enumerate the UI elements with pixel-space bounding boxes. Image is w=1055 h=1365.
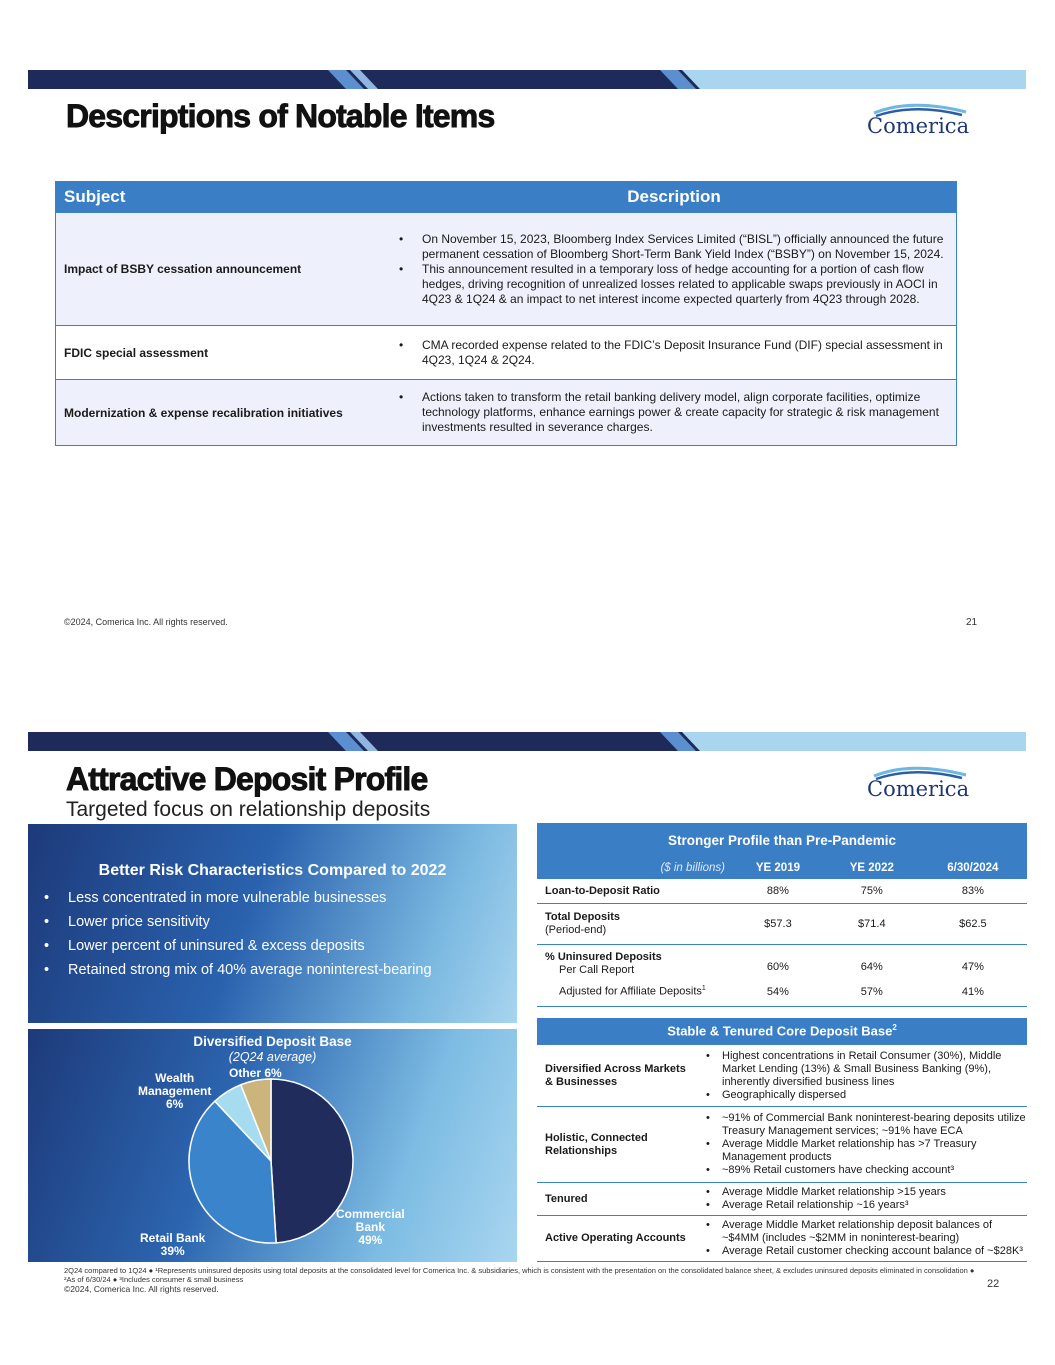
col-ye2019: YE 2019 [755,862,800,874]
units-label: ($ in billions) [660,862,725,874]
total-label: Total Deposits (Period-end) [545,910,620,936]
deposit-base-chart-panel [28,1029,517,1262]
core-bullet: • Average Middle Market relationship deposit balances of ~$4MM (includes ~$2MM in noninterest-bearing) [704,1219,1026,1245]
profile-table [537,823,1027,1007]
risk-characteristics-panel [28,824,517,1023]
value-cell: $71.4 [858,917,886,930]
table-row [537,1045,1027,1107]
header-band [28,732,1026,751]
affiliate-label: Adjusted for Affiliate Deposits$^1$ [559,985,706,999]
core-bullet: • ~91% of Commercial Bank noninterest-bearing deposits utilize Treasury Management services; ~91% have ECA [704,1112,1026,1138]
value-cell: $57.3 [764,917,792,930]
header-description: Description [392,182,957,213]
col-6-30-2024: 6/30/2024 [947,862,999,874]
row-subject: Impact of BSBY cessation announcement [56,213,393,326]
value-cell: 64% [860,960,883,973]
core-row-label: Tenured [537,1183,703,1216]
core-bullet: • Geographically dispersed [704,1089,1026,1102]
risk-item: • Lower price sensitivity [42,910,432,934]
page-subtitle: Targeted focus on relationship deposits [66,798,431,821]
row-subject: FDIC special assessment [56,326,393,380]
header-subject: Subject [56,182,393,213]
logo-wordmark: Comerica [867,777,970,801]
row-bullet: • CMA recorded expense related to the FDIC’s Deposit Insurance Fund (DIF) special assessment in 4Q23, 1Q24 & 2Q24. [392,338,948,368]
table-row [537,903,1027,944]
table-row [537,1216,1027,1262]
logo-wordmark: Comerica [867,114,970,138]
value-cell: 57% [860,985,883,998]
page-number: 22 [987,1278,1000,1290]
label-wealth: Wealth Management 6% [138,1071,212,1111]
core-bullet: • Average Middle Market relationship has >7 Treasury Management products [704,1138,1026,1164]
row-subject: Modernization & expense recalibration initiatives [56,380,393,446]
label-commercial: Commercial Bank 49% [336,1207,405,1247]
risk-item: • Lower percent of uninsured & excess deposits [42,934,432,958]
value-cell: 47% [961,960,984,973]
risk-heading: Better Risk Characteristics Compared to 2022 [98,862,447,879]
row-bullet: • On November 15, 2023, Bloomberg Index Services Limited (“BISL”) officially announced the future permanent cessation of Bloomberg Short-Term Bank Yield Index (“BSBY”) on November 15, 2024. [392,232,948,262]
label-retail: Retail Bank 39% [140,1231,206,1258]
uninsured-label: % Uninsured Deposits Per Call Report [545,950,662,976]
core-row-label: Holistic, Connected Relationships [537,1107,703,1183]
risk-item: • Retained strong mix of 40% average noninterest-bearing [42,958,432,982]
col-ye2022: YE 2022 [849,862,894,874]
core-heading: Stable & Tenured Core Deposit Base$^2$ [537,1018,1027,1045]
core-deposit-table [537,1018,1027,1262]
value-cell: 75% [860,884,883,897]
copyright: ©2024, Comerica Inc. All rights reserved. [64,1284,219,1294]
value-cell: 88% [766,884,789,897]
label-other: Other 6% [229,1066,282,1080]
deposit-pie [28,1029,517,1262]
table-row [537,1107,1027,1183]
page-number: 21 [966,617,978,628]
profile-heading: Stronger Profile than Pre-Pandemic [667,832,897,848]
table-row [537,879,1027,903]
value-cell: 54% [766,985,789,998]
page-title: Attractive Deposit Profile [66,761,428,797]
table-row [537,978,1027,1006]
page-title: Descriptions of Notable Items [66,98,495,134]
core-bullet: • ~89% Retail customers have checking account³ [704,1164,1026,1177]
core-bullet: • Average Middle Market relationship >15 years [704,1186,1026,1199]
value-cell: 60% [766,960,789,973]
chart-subtitle: (2Q24 average) [228,1050,317,1064]
comerica-logo [866,763,976,803]
core-bullet: • Average Retail customer checking account balance of ~$28K³ [704,1245,1026,1258]
core-row-label: Active Operating Accounts [537,1216,703,1262]
chart-title: Diversified Deposit Base [193,1034,352,1049]
core-bullet: • Average Retail relationship ~16 years³ [704,1199,1026,1212]
value-cell: 41% [961,985,984,998]
table-row [537,944,1027,978]
value-cell: 83% [961,884,984,897]
core-row-label: Diversified Across Markets & Businesses [537,1045,703,1107]
ltd-label: Loan-to-Deposit Ratio [545,884,660,897]
risk-item: • Less concentrated in more vulnerable businesses [42,886,432,910]
row-bullet: • This announcement resulted in a temporary loss of hedge accounting for a portion of cash flow hedges, driving recognition of unrealized losses related to applicable swaps previously in AOCI in 4Q23 & 1Q24 & an impact to net interest income expected quarterly from 4Q23 through 2028. [392,262,948,307]
row-bullet: • Actions taken to transform the retail banking delivery model, align corporate facilities, optimize technology platforms, enhance earnings power & create capacity for strategic & risk management investments resulted in severance charges. [392,390,948,435]
core-bullet: • Highest concentrations in Retail Consumer (30%), Middle Market Lending (13%) & Small Business Banking (9%), inherently diversified business lines [704,1050,1026,1089]
footnote: 2Q24 compared to 1Q24 ● ¹Represents uninsured deposits using total deposits at the consolidated level for Comerica Inc. & subsidiaries, which is consistent with the presentation on the consolidated balance sheet, & excludes uninsured deposits eliminated in consolidation ● ²As of 6/30/24 ● ³Includes consumer & small business [64,1266,975,1284]
table-row [537,1183,1027,1216]
value-cell: $62.5 [959,917,987,930]
copyright: ©2024, Comerica Inc. All rights reserved. [64,617,228,627]
